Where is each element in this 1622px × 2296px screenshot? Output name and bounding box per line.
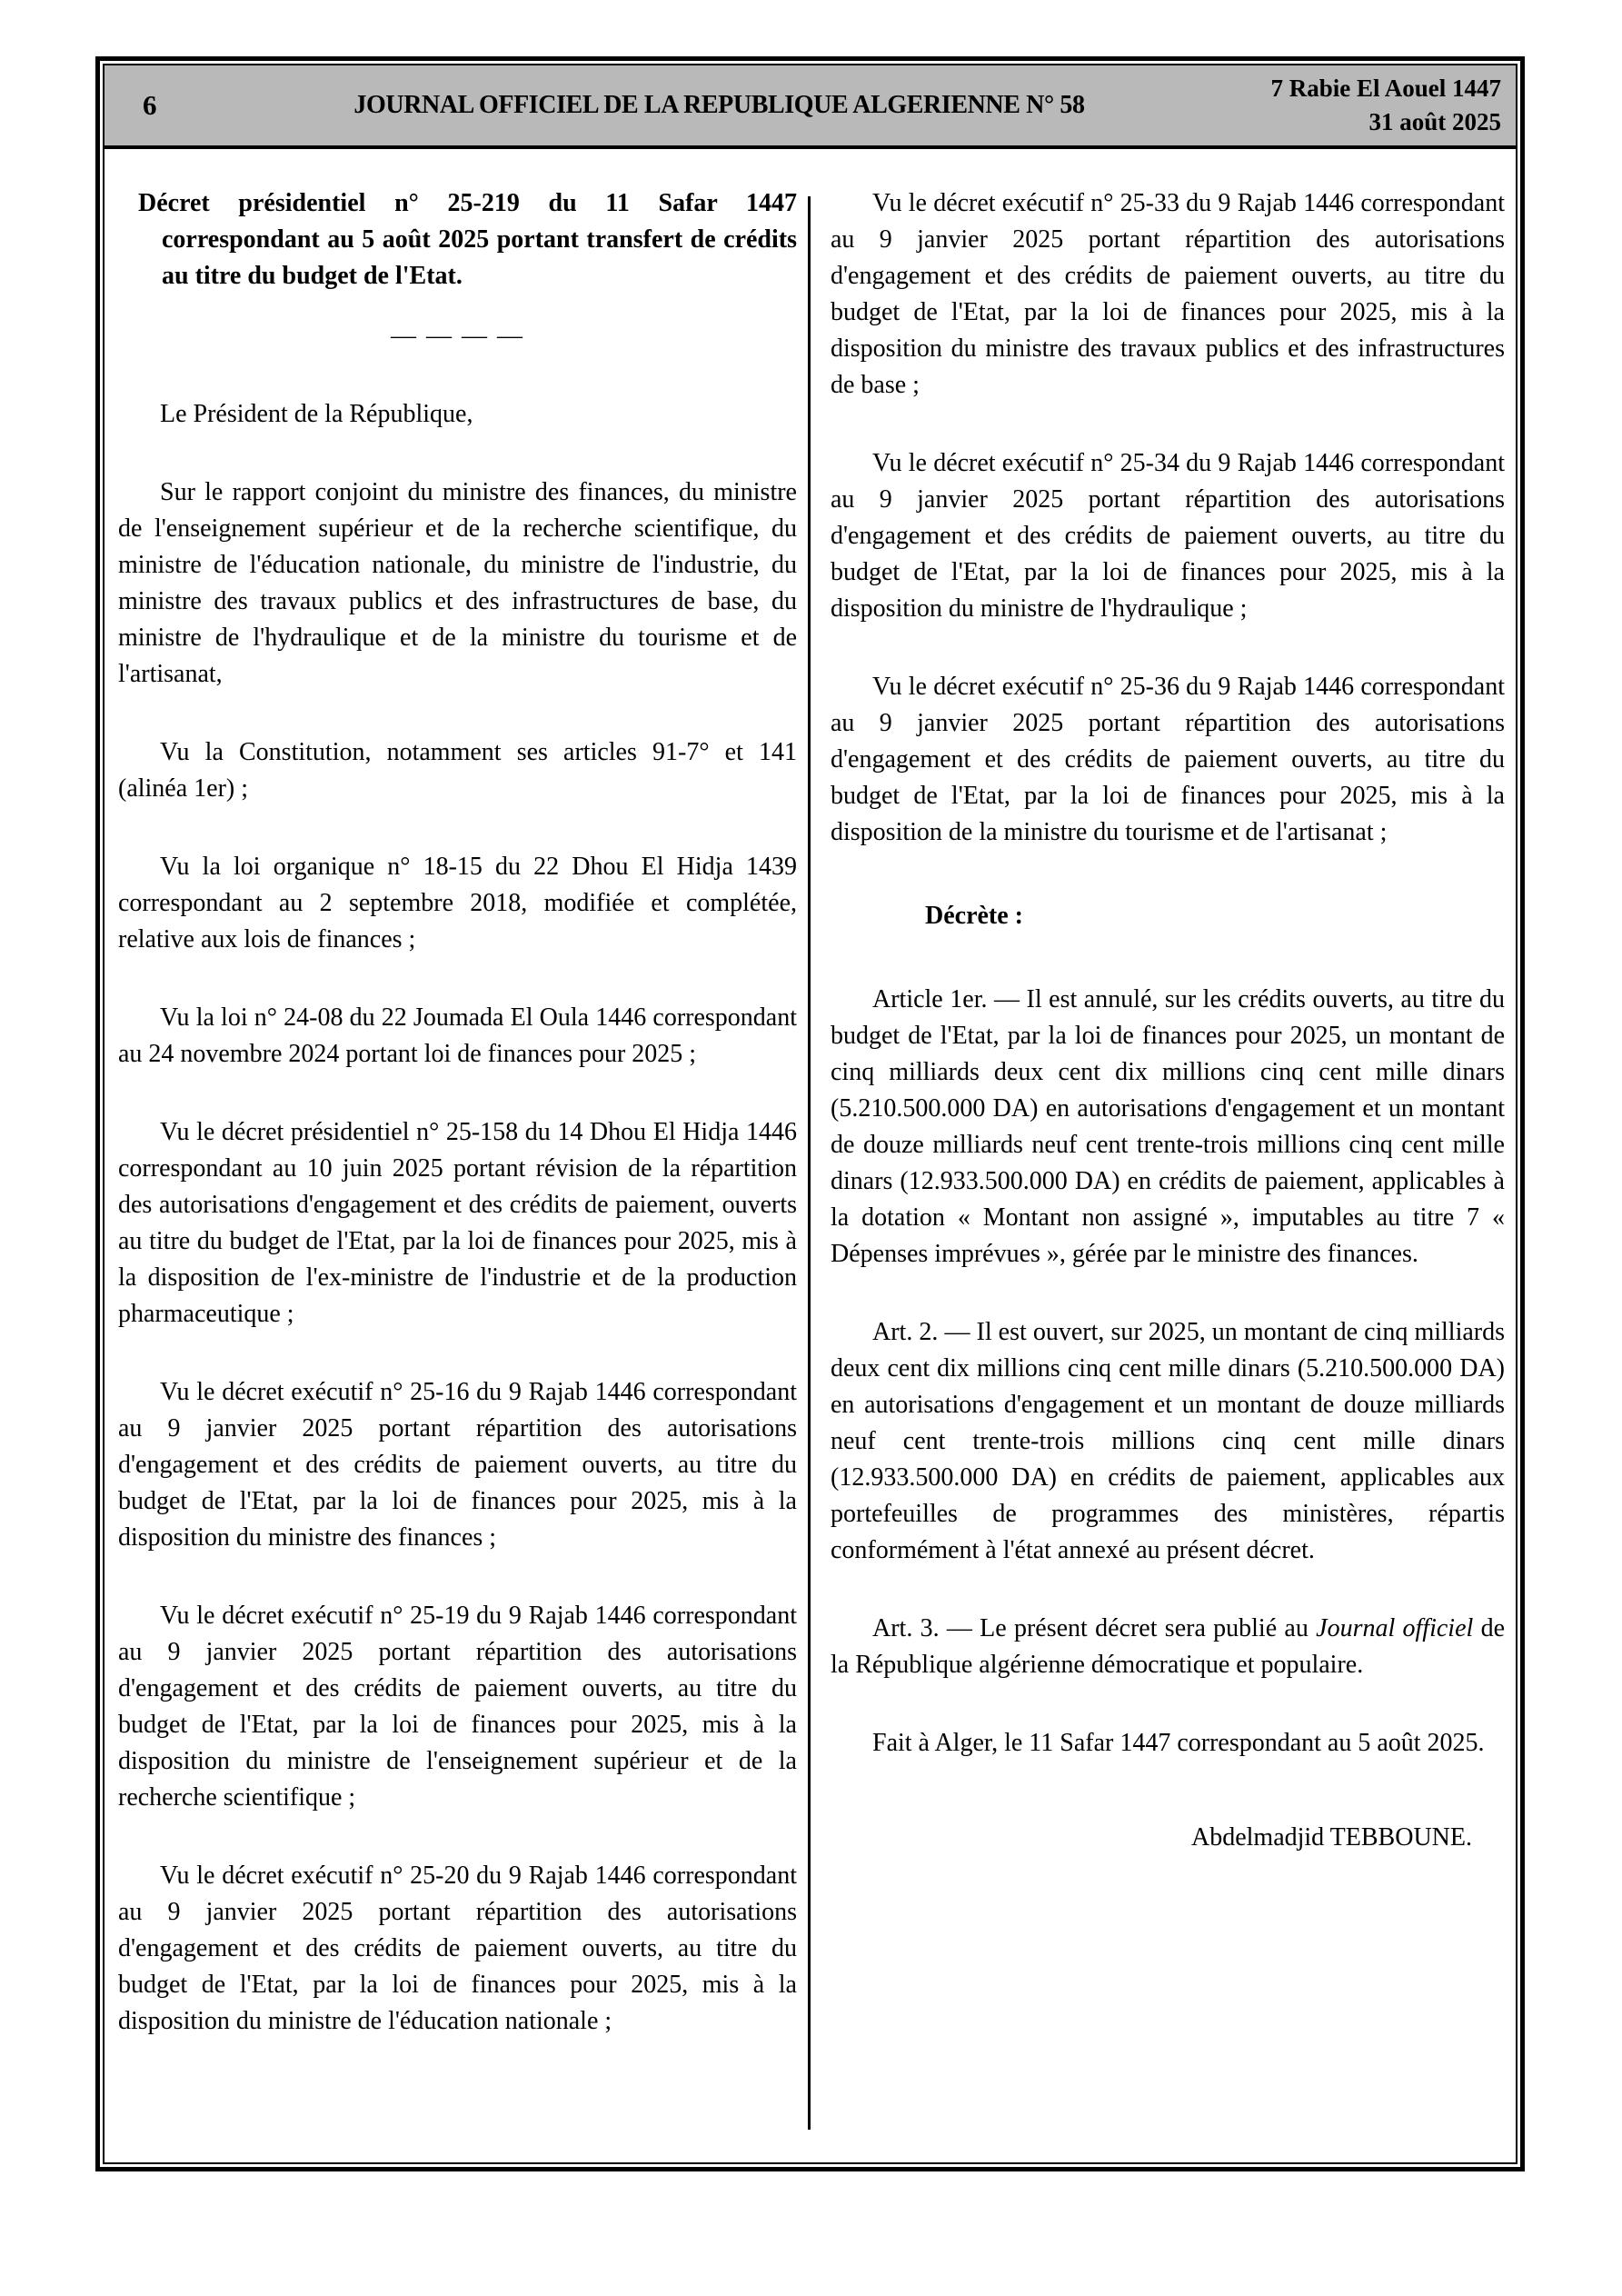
paragraph-loi-24-08: Vu la loi n° 24-08 du 22 Joumada El Oula 1446 correspondant au 24 novembre 2024 portant loi de finances pour 2025 ; <box>118 1003 797 1068</box>
signature-name: Abdelmadjid TEBBOUNE. <box>1190 1823 1472 1852</box>
article-3-text: Art. 3. — Le présent décret sera publié au <box>872 1614 1317 1642</box>
title-separator: — — — — <box>391 322 524 350</box>
paragraph-loi-organique: Vu la loi organique n° 18-15 du 22 Dhou El Hidja 1439 correspondant au 2 septembre 2018, modifiée et complétée, relative aux lois de finances ; <box>118 853 797 953</box>
paragraph-decret-25-158: Vu le décret présidentiel n° 25-158 du 14 Dhou El Hidja 1446 correspondant au 10 juin 2025 portant révision de la répartition des autorisations d'engagement et des crédits de paiement, ouverts au titre du budget de l'Etat, par la loi de finances pour 2025, mis à la disposition de l'ex-ministre de l'industrie et de la production pharmaceutique ; <box>118 1118 797 1328</box>
paragraph-decret-25-34: Vu le décret exécutif n° 25-34 du 9 Rajab 1446 correspondant au 9 janvier 2025 portant répartition des autorisations d'engagement et des crédits de paiement ouverts, au titre du budget de l'Etat, par la loi de finances pour 2025, mis à la disposition du ministre de l'hydraulique ; <box>831 449 1505 623</box>
page-frame-inner <box>103 64 1518 2164</box>
paragraph-president: Le Président de la République, <box>160 400 473 428</box>
paragraph-decret-25-20: Vu le décret exécutif n° 25-20 du 9 Rajab 1446 correspondant au 9 janvier 2025 portant répartition des autorisations d'engagement et des crédits de paiement ouverts, au titre du budget de l'Etat, par la loi de finances pour 2025, mis à la disposition du ministre de l'éducation nationale ; <box>118 1862 797 2035</box>
column-divider <box>808 196 811 2130</box>
paragraph-constitution: Vu la Constitution, notamment ses articles 91-7° et 141 (alinéa 1er) ; <box>118 738 797 803</box>
article-3-journal-officiel: Journal officiel <box>1316 1614 1474 1642</box>
paragraph-decret-25-36: Vu le décret exécutif n° 25-36 du 9 Rajab 1446 correspondant au 9 janvier 2025 portant répartition des autorisations d'engagement et des crédits de paiement ouverts, au titre du budget de l'Etat, par la loi de finances pour 2025, mis à la disposition de la ministre du tourisme et de l'artisanat ; <box>831 673 1505 846</box>
date-gregorian: 31 août 2025 <box>1368 108 1501 135</box>
paragraph-fait-a-alger: Fait à Alger, le 11 Safar 1447 correspondant au 5 août 2025. <box>872 1729 1485 1757</box>
paragraph-rapport: Sur le rapport conjoint du ministre des finances, du ministre de l'enseignement supérieur et de la recherche scientifique, du ministre de l'éducation nationale, du ministre de l'industrie, du ministre des travaux publics et des infrastructures de base, du ministre de l'hydraulique et de la ministre du tourisme et de l'artisanat, <box>118 478 797 688</box>
page-frame <box>95 56 1525 2171</box>
page-content <box>104 149 1516 2162</box>
date-hijri: 7 Rabie El Aouel 1447 <box>1270 75 1501 102</box>
page-header <box>104 65 1516 149</box>
article-3-text-end: de la République algérienne démocratique et populaire. <box>831 1614 1505 1679</box>
paragraph-article-3 <box>831 1611 1505 1683</box>
paragraph-decret-25-19: Vu le décret exécutif n° 25-19 du 9 Rajab 1446 correspondant au 9 janvier 2025 portant répartition des autorisations d'engagement et des crédits de paiement ouverts, au titre du budget de l'Etat, par la loi de finances pour 2025, mis à la disposition du ministre de l'enseignement supérieur et de la recherche scientifique ; <box>118 1602 797 1812</box>
header-dates <box>1216 72 1516 139</box>
paragraph-article-2: Art. 2. — Il est ouvert, sur 2025, un montant de cinq milliards deux cent dix millions cinq cent mille dinars (5.210.500.000 DA) en autorisations d'engagement et un montant de douze milliards neuf cent trente-trois millions cinq cent mille dinars (12.933.500.000 DA) en crédits de paiement, applicables aux portefeuilles de programmes des ministères, répartis conformément à l'état annexé au présent décret. <box>831 1318 1505 1564</box>
decree-title: Décret présidentiel n° 25-219 du 11 Safar 1447 correspondant au 5 août 2025 portant transfert de crédits au titre du budget de l'Etat. <box>138 189 797 290</box>
decrete-heading: Décrète : <box>925 902 1024 930</box>
paragraph-article-1: Article 1er. — Il est annulé, sur les crédits ouverts, au titre du budget de l'Etat, par la loi de finances pour 2025, un montant de cinq milliards deux cent dix millions cinq cent mille dinars (5.210.500.000 DA) en autorisations d'engagement et un montant de douze milliards neuf cent trente-trois millions cinq cent mille dinars (12.933.500.000 DA) en crédits de paiement, applicables à la dotation « Montant non assigné », imputables au titre 7 « Dépenses imprévues », gérée par le ministre des finances. <box>831 985 1505 1268</box>
page-number: 6 <box>143 89 157 121</box>
right-column <box>831 185 1505 1898</box>
paragraph-decret-25-33: Vu le décret exécutif n° 25-33 du 9 Rajab 1446 correspondant au 9 janvier 2025 portant répartition des autorisations d'engagement et des crédits de paiement ouverts, au titre du budget de l'Etat, par la loi de finances pour 2025, mis à la disposition du ministre des travaux publics et des infrastructures de base ; <box>831 189 1505 399</box>
journal-title: JOURNAL OFFICIEL DE LA REPUBLIQUE ALGERIENNE N° 58 <box>353 91 1085 119</box>
left-column <box>118 185 797 2081</box>
paragraph-decret-25-16: Vu le décret exécutif n° 25-16 du 9 Rajab 1446 correspondant au 9 janvier 2025 portant répartition des autorisations d'engagement et des crédits de paiement ouverts, au titre du budget de l'Etat, par la loi de finances pour 2025, mis à la disposition du ministre des finances ; <box>118 1378 797 1552</box>
